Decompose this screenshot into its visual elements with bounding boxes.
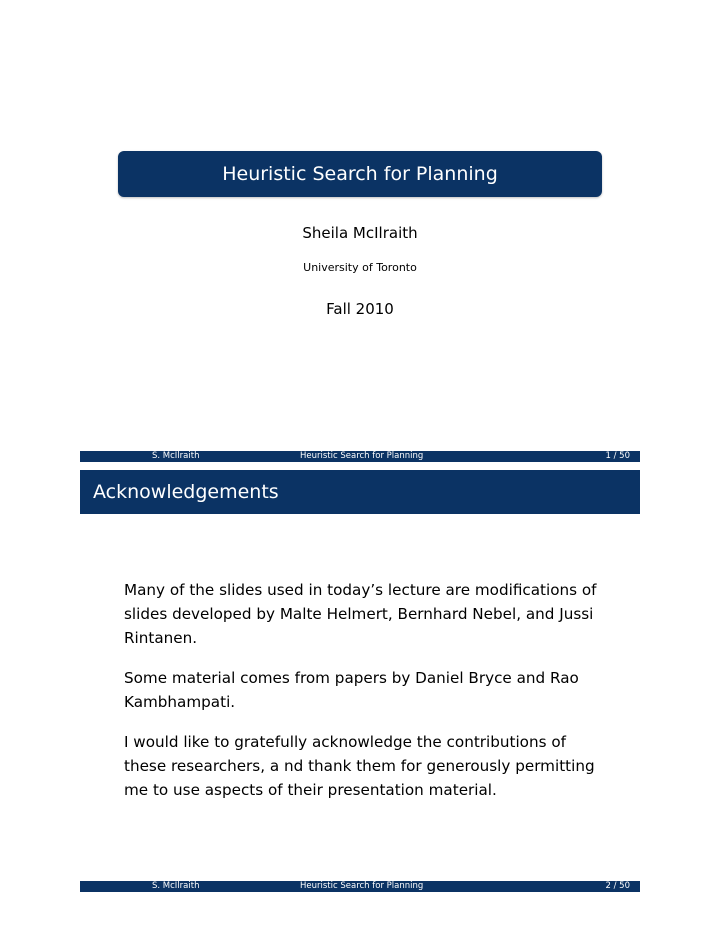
acknowledgements-slide [80,470,640,892]
footer-page-number: 1 / 50 [605,451,630,461]
slide-footer [80,451,640,462]
presentation-title: Heuristic Search for Planning [222,163,498,185]
footer-page-number: 2 / 50 [605,881,630,891]
frame-title: Acknowledgements [80,470,640,514]
footer-author: S. McIlraith [152,881,200,891]
slide-footer [80,881,640,892]
presentation-title-box [118,151,602,197]
title-slide [80,40,640,462]
paragraph: Many of the slides used in today’s lecture are modifications of slides developed by Malte Helmert, Bernhard Nebel, and Jussi Rintanen. [124,581,597,647]
footer-title: Heuristic Search for Planning [300,881,424,891]
author-name: Sheila McIlraith [302,224,418,242]
footer-author: S. McIlraith [152,451,200,461]
institute-name: University of Toronto [303,261,417,274]
paragraph: I would like to gratefully acknowledge the contributions of these researchers, a nd thank them for generously permitting me to use aspects of their presentation material. [124,733,595,799]
presentation-date: Fall 2010 [326,300,394,318]
slide-body [124,578,604,818]
footer-title: Heuristic Search for Planning [300,451,424,461]
paragraph: Some material comes from papers by Daniel Bryce and Rao Kambhampati. [124,669,579,711]
